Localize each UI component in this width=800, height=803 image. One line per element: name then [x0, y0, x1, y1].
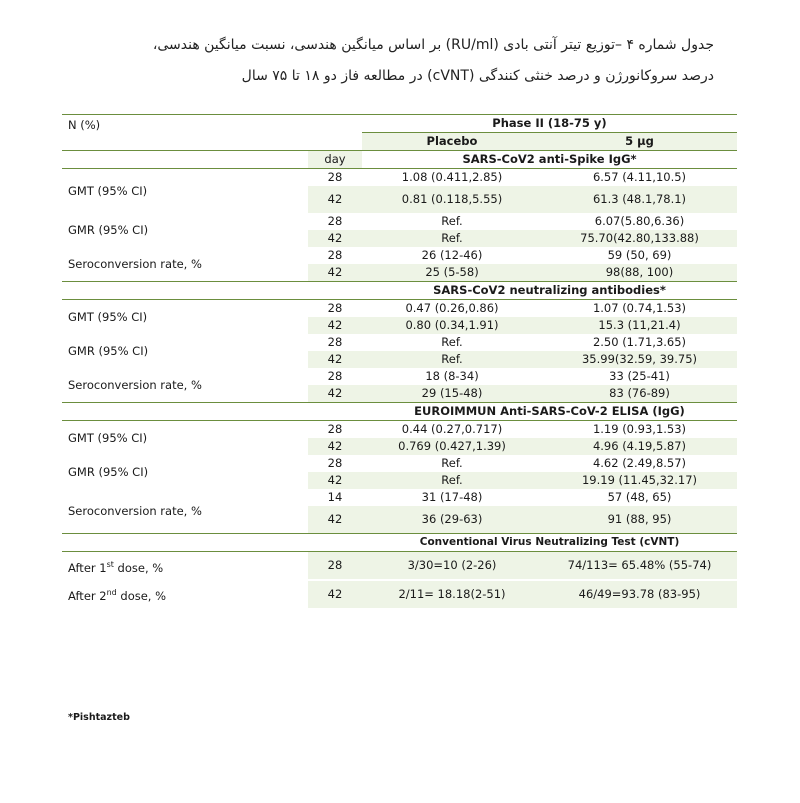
placebo-cell: Ref. — [441, 214, 463, 228]
results-table — [62, 114, 737, 610]
section-title: Conventional Virus Neutralizing Test (cVNT) — [362, 534, 737, 552]
row-group-label: Seroconversion rate, % — [68, 377, 202, 392]
section-title-row — [62, 403, 737, 421]
table-row — [62, 213, 737, 230]
dose-cell: 4.96 (4.19,5.87) — [542, 438, 737, 455]
day-cell: 42 — [308, 351, 362, 368]
table-row — [62, 552, 737, 581]
dose-cell: 15.3 (11,21.4) — [542, 317, 737, 334]
header-row-phase — [62, 115, 737, 133]
section-title-row — [62, 282, 737, 300]
caption-line-2: درصد سروکانورژن و درصد خنثی کنندگی (cVNT) در مطالعه فاز دو ۱۸ تا ۷۵ سال — [241, 68, 714, 84]
day-cell: 28 — [327, 170, 343, 184]
row-group-label: GMT (95% CI) — [68, 183, 148, 198]
dose-cell: 6.07(5.80,6.36) — [594, 214, 685, 228]
dose-cell: 6.57 (4.11,10.5) — [592, 170, 687, 184]
row-group-label: GMR (95% CI) — [68, 222, 149, 237]
placebo-cell: 29 (15-48) — [362, 385, 542, 403]
table-row — [62, 580, 737, 609]
n-percent-label: N (%) — [68, 118, 101, 132]
placebo-cell: 26 (12-46) — [421, 248, 483, 262]
caption-line-1: جدول شماره ۴ –توزیع تیتر آنتی بادی (RU/ml) بر اساس میانگین هندسی، نسبت میانگین هندسی، — [152, 37, 714, 53]
placebo-cell: 0.80 (0.34,1.91) — [362, 317, 542, 334]
placebo-cell: 1.08 (0.411,2.85) — [401, 170, 503, 184]
dose-cell: 59 (50, 69) — [607, 248, 672, 262]
day-cell: 42 — [308, 438, 362, 455]
dose-cell: 4.62 (2.49,8.57) — [592, 456, 687, 470]
dose-cell: 75.70(42.80,133.88) — [542, 230, 737, 247]
table-row — [62, 169, 737, 187]
dose-cell: 33 (25-41) — [609, 369, 670, 383]
row-group-label: After 2nd dose, % — [68, 588, 167, 603]
day-cell: 28 — [327, 369, 343, 383]
day-cell: 42 — [308, 186, 362, 213]
placebo-cell: 18 (8-34) — [425, 369, 479, 383]
placebo-cell: 25 (5-58) — [362, 264, 542, 282]
day-cell: 42 — [308, 580, 362, 609]
day-cell: 42 — [308, 506, 362, 534]
row-group-label: GMR (95% CI) — [68, 464, 149, 479]
row-group-label: GMR (95% CI) — [68, 343, 149, 358]
day-cell: 42 — [308, 317, 362, 334]
table-row — [62, 455, 737, 472]
row-group-label: After 1st dose, % — [68, 559, 164, 575]
dose-cell: 35.99(32.59, 39.75) — [542, 351, 737, 368]
day-cell: 28 — [327, 214, 343, 228]
row-group-label: GMT (95% CI) — [68, 309, 148, 324]
dose-cell: 19.19 (11.45,32.17) — [542, 472, 737, 489]
day-cell: 28 — [327, 335, 343, 349]
placebo-cell: Ref. — [362, 472, 542, 489]
dose-cell: 98(88, 100) — [542, 264, 737, 282]
placebo-cell: 2/11= 18.18(2-51) — [362, 580, 542, 609]
dose-cell: 83 (76-89) — [542, 385, 737, 403]
day-cell: 28 — [327, 301, 343, 315]
table-row — [62, 334, 737, 351]
section-title: SARS-CoV2 anti-Spike IgG* — [362, 151, 737, 169]
dose-header: 5 μg — [542, 133, 737, 151]
section-title-row — [62, 151, 737, 169]
placebo-cell: Ref. — [362, 351, 542, 368]
dose-cell: 57 (48, 65) — [607, 490, 672, 504]
dose-cell: 1.07 (0.74,1.53) — [592, 301, 687, 315]
section-title: SARS-CoV2 neutralizing antibodies* — [362, 282, 737, 300]
dose-cell: 74/113= 65.48% (55-74) — [542, 552, 737, 581]
table-row — [62, 421, 737, 439]
day-cell: 42 — [308, 264, 362, 282]
dose-cell: 2.50 (1.71,3.65) — [592, 335, 687, 349]
placebo-cell: Ref. — [362, 230, 542, 247]
placebo-cell: 0.81 (0.118,5.55) — [362, 186, 542, 213]
row-group-label: GMT (95% CI) — [68, 430, 148, 445]
day-cell: 28 — [327, 248, 343, 262]
table-row — [62, 247, 737, 264]
table-caption — [74, 30, 714, 92]
row-group-label: Seroconversion rate, % — [68, 256, 202, 271]
day-cell: 14 — [327, 490, 343, 504]
dose-cell: 1.19 (0.93,1.53) — [592, 422, 687, 436]
phase-header: Phase II (18-75 y) — [362, 115, 737, 133]
day-cell: 28 — [327, 456, 343, 470]
section-title-row — [62, 534, 737, 552]
day-cell: 42 — [308, 385, 362, 403]
placebo-cell: 36 (29-63) — [362, 506, 542, 534]
placebo-cell: Ref. — [441, 335, 463, 349]
table-row — [62, 489, 737, 506]
placebo-header: Placebo — [362, 133, 542, 151]
day-header: day — [308, 151, 362, 169]
placebo-cell: 0.769 (0.427,1.39) — [362, 438, 542, 455]
dose-cell: 91 (88, 95) — [542, 506, 737, 534]
day-cell: 42 — [308, 230, 362, 247]
placebo-cell: 3/30=10 (2-26) — [362, 552, 542, 581]
day-cell: 42 — [308, 472, 362, 489]
placebo-cell: 0.47 (0.26,0.86) — [405, 301, 499, 315]
table-row — [62, 300, 737, 318]
section-title: EUROIMMUN Anti-SARS-CoV-2 ELISA (IgG) — [362, 403, 737, 421]
dose-cell: 46/49=93.78 (83-95) — [542, 580, 737, 609]
day-cell: 28 — [327, 422, 343, 436]
table-row — [62, 368, 737, 385]
row-group-label: Seroconversion rate, % — [68, 503, 202, 518]
placebo-cell: 31 (17-48) — [421, 490, 483, 504]
placebo-cell: Ref. — [441, 456, 463, 470]
day-cell: 28 — [308, 552, 362, 581]
footnote: *Pishtazteb — [68, 712, 130, 723]
dose-cell: 61.3 (48.1,78.1) — [542, 186, 737, 213]
placebo-cell: 0.44 (0.27,0.717) — [401, 422, 503, 436]
